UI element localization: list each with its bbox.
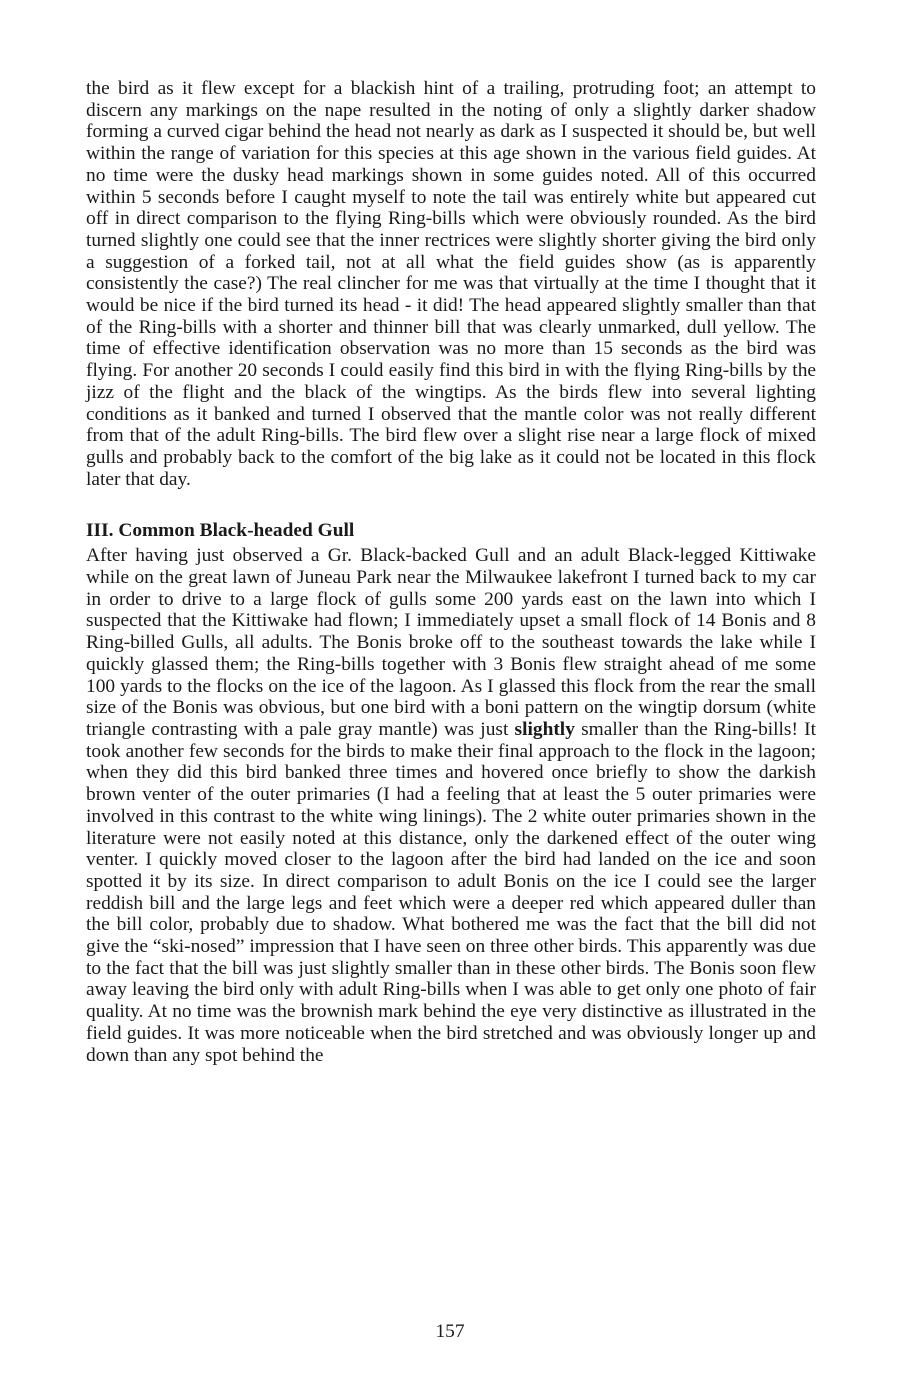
paragraph-text-part-2: smaller than the Ring-bills! It took another few seconds for the birds to make their final approach to the flock in the lagoon; when they did this bird banked three times and hovered once briefly to show the darkish brown venter of the outer primaries (I had a feeling that at least the 5 outer primaries were involved in this contrast to the white wing linings). The 2 white outer primaries shown in the literature were not easily noted at this distance, only the darkened effect of the outer wing venter. I quickly moved closer to the lagoon after the bird had landed on the ice and soon spotted it by its size. In direct comparison to adult Bonis on the ice I could see the larger reddish bill and the large legs and feet which were a deeper red which appeared duller than the bill color, probably due to shadow. What bothered me was the fact that the bill did not give the “ski-nosed” impression that I have seen on three other birds. This apparently was due to the fact that the bill was just slightly smaller than in these other birds. The Bonis soon flew away leaving the bird only with adult Ring-bills when I was able to get only one photo of fair quality. At no time was the brownish mark behind the eye very distinctive as illustrated in the field guides. It was more noticeable when the bird stretched and was obviously longer up and down than any spot behind the [86, 718, 816, 1066]
emphasized-word: slightly [514, 718, 575, 740]
section-paragraph [86, 545, 816, 1066]
continuation-paragraph: the bird as it flew except for a blackish hint of a trailing, protruding foot; an attempt to discern any markings on the nape resulted in the noting of only a slightly darker shadow forming a curved cigar behind the head not nearly as dark as I suspected it should be, but well within the range of variation for this species at this age shown in the various field guides. At no time were the dusky head markings shown in some guides noted. All of this occurred within 5 seconds before I caught myself to note the tail was entirely white but appeared cut off in direct comparison to the flying Ring-bills which were obviously rounded. As the bird turned slightly one could see that the inner rectrices were slightly shorter giving the bird only a suggestion of a forked tail, not at all what the field guides show (as is apparently consistently the case?) The real clincher for me was that virtually at the time I thought that it would be nice if the bird turned its head - it did! The head appeared slightly smaller than that of the Ring-bills with a shorter and thinner bill that was clearly unmarked, dull yellow. The time of effective identification observation was no more than 15 seconds as the bird was flying. For another 20 seconds I could easily find this bird in with the flying Ring-bills by the jizz of the flight and the black of the wingtips. As the birds flew into several lighting conditions as it banked and turned I observed that the mantle color was not really different from that of the adult Ring-bills. The bird flew over a slight rise near a large flock of mixed gulls and probably back to the comfort of the big lake as it could not be located in this flock later that day. [86, 78, 816, 490]
page-body [86, 78, 816, 1066]
paragraph-text-part-1: After having just observed a Gr. Black-backed Gull and an adult Black-legged Kittiwake while on the great lawn of Juneau Park near the Milwaukee lakefront I turned back to my car in order to drive to a large flock of gulls some 200 yards east on the lawn into which I suspected that the Kittiwake had flown; I immediately upset a small flock of 14 Bonis and 8 Ring-billed Gulls, all adults. The Bonis broke off to the southeast towards the lake while I quickly glassed them; the Ring-bills together with 3 Bonis flew straight ahead of me some 100 yards to the flocks on the ice of the lagoon. As I glassed this flock from the rear the small size of the Bonis was obvious, but one bird with a boni pattern on the wingtip dorsum (white triangle contrasting with a pale gray mantle) was just [86, 545, 816, 740]
section-heading: III. Common Black-headed Gull [86, 520, 355, 542]
page-number: 157 [435, 1321, 465, 1342]
